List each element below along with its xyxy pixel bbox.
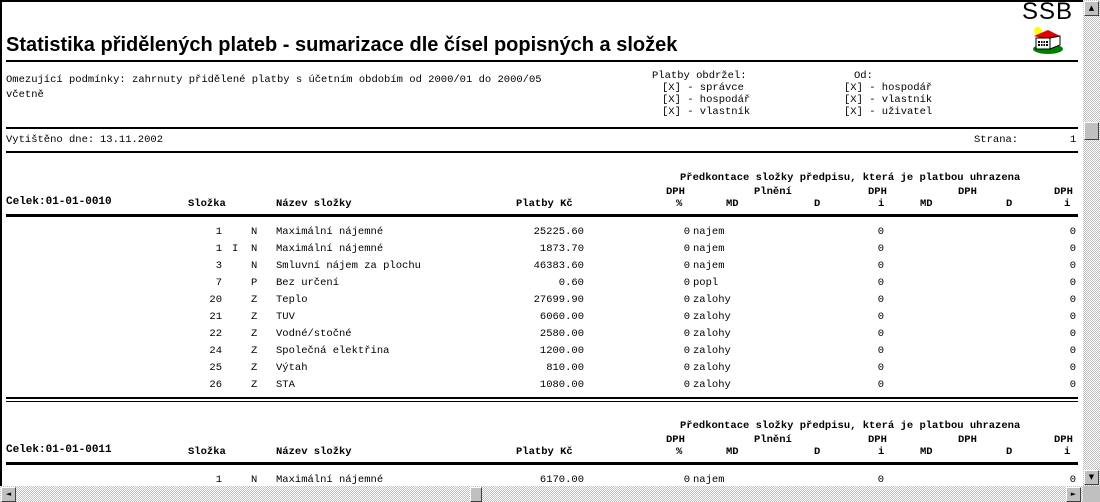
pct-header: % (676, 446, 683, 458)
house-icon (1030, 26, 1066, 56)
slozka-type: Z (251, 379, 258, 391)
scroll-right-button[interactable]: ► (1066, 487, 1081, 502)
slozka-name: STA (276, 379, 295, 391)
dph-percent: 0 (683, 311, 690, 323)
slozka-number: 26 (209, 379, 222, 391)
received-label: Platby obdržel: (652, 70, 747, 82)
platby-amount: 25225.60 (533, 226, 584, 238)
predkontace-header: Předkontace složky předpisu, která je platbou uhrazena (680, 172, 1021, 184)
plneni-md: zalohy (693, 379, 731, 391)
group-divider (6, 401, 1078, 402)
slozka-type: Z (251, 362, 258, 374)
plneni-md: zalohy (693, 345, 731, 357)
dph-header: DPH (958, 434, 977, 446)
platby-amount: 27699.90 (533, 294, 584, 306)
dph-i: 0 (877, 277, 884, 289)
dph-percent: 0 (683, 362, 690, 374)
resize-grip-icon[interactable] (1083, 486, 1100, 502)
slozka-number: 1 (215, 226, 222, 238)
dph-i-last: 0 (1069, 345, 1076, 357)
dph-i-last: 0 (1069, 226, 1076, 238)
d-header: D (814, 446, 821, 458)
d-header: D (814, 198, 821, 210)
report-title: Statistika přidělených plateb - sumarizace dle čísel popisných a složek (6, 34, 678, 56)
from-label: Od: (854, 70, 873, 82)
divider (6, 462, 1078, 465)
dph-i: 0 (877, 311, 884, 323)
slozka-name: TUV (276, 311, 295, 323)
slozka-name: Teplo (276, 294, 308, 306)
received-hospodar: [X] - hospodář (662, 94, 751, 106)
md-header: MD (726, 446, 739, 458)
dph-percent: 0 (683, 474, 690, 486)
slozka-number: 1 (215, 474, 222, 486)
page-number: 1 (1070, 134, 1077, 146)
nazev-header: Název složky (276, 446, 352, 458)
pct-header: % (676, 198, 683, 210)
slozka-header: Složka (188, 446, 226, 458)
slozka-type: N (251, 243, 258, 255)
horizontal-scrollbar[interactable] (0, 486, 1083, 502)
slozka-number: 1 (215, 243, 222, 255)
slozka-type: Z (251, 345, 258, 357)
dph-i-last: 0 (1069, 474, 1076, 486)
dph-percent: 0 (683, 277, 690, 289)
plneni-md: najem (693, 260, 725, 272)
predkontace-header: Předkontace složky předpisu, která je platbou uhrazena (680, 420, 1021, 432)
slozka-name: Bez určení (276, 277, 340, 289)
plneni-md: zalohy (693, 362, 731, 374)
slozka-number: 20 (209, 294, 222, 306)
plneni-md: najem (693, 243, 725, 255)
platby-amount: 0.60 (558, 277, 584, 289)
slozka-header: Složka (188, 198, 226, 210)
dph-i: 0 (877, 345, 884, 357)
md-header: MD (726, 198, 739, 210)
dph-header: DPH (868, 434, 887, 446)
plneni-md: najem (693, 226, 725, 238)
dph-i: 0 (877, 226, 884, 238)
dph-i: 0 (877, 474, 884, 486)
dph-i-last: 0 (1069, 379, 1076, 391)
md-header: MD (920, 446, 933, 458)
slozka-name: Vodné/stočné (276, 328, 352, 340)
md-header: MD (920, 198, 933, 210)
scroll-down-button[interactable]: ▼ (1084, 470, 1099, 485)
dph-i-last: 0 (1069, 328, 1076, 340)
dph-i: 0 (877, 362, 884, 374)
slozka-number: 21 (209, 311, 222, 323)
received-spravce: [X] - správce (662, 82, 744, 94)
dph-i: 0 (877, 328, 884, 340)
i-header: i (1064, 198, 1071, 210)
dph-i: 0 (877, 294, 884, 306)
i-header: i (1064, 446, 1071, 458)
conditions-line1: Omezující podmínky: zahrnuty přidělené platby s účetním obdobím od 2000/01 do 2000/05 (6, 74, 542, 86)
platby-amount: 1873.70 (539, 243, 584, 255)
slozka-name: Společná elektřina (276, 345, 390, 357)
slozka-type: N (251, 474, 258, 486)
dph-i-last: 0 (1069, 294, 1076, 306)
plneni-header: Plnění (754, 186, 792, 198)
dph-i-last: 0 (1069, 260, 1076, 272)
horizontal-scroll-thumb[interactable] (470, 487, 482, 502)
slozka-name: Maximální nájemné (276, 474, 384, 486)
slozka-name: Maximální nájemné (276, 226, 384, 238)
conditions-line2: včetně (6, 89, 44, 101)
slozka-number: 3 (215, 260, 222, 272)
slozka-number: 22 (209, 328, 222, 340)
dph-header: DPH (958, 186, 977, 198)
plneni-header: Plnění (754, 434, 792, 446)
platby-amount: 46383.60 (533, 260, 584, 272)
nazev-header: Název složky (276, 198, 352, 210)
printed-label: Vytištěno dne: (6, 134, 95, 146)
slozka-type: Z (251, 311, 258, 323)
vertical-scrollbar[interactable] (1083, 0, 1100, 486)
group-divider (6, 397, 1078, 399)
dph-header: DPH (666, 434, 685, 446)
dph-percent: 0 (683, 379, 690, 391)
from-hospodar: [X] - hospodář (844, 82, 933, 94)
dph-i-last: 0 (1069, 277, 1076, 289)
ssb-logo: SSB (1022, 0, 1074, 25)
from-uzivatel: [X] - uživatel (844, 106, 933, 118)
plneni-md: najem (693, 474, 725, 486)
plneni-md: zalohy (693, 294, 731, 306)
i-header: i (878, 198, 885, 210)
dph-percent: 0 (683, 243, 690, 255)
dph-i-last: 0 (1069, 243, 1076, 255)
slozka-name: Maximální nájemné (276, 243, 384, 255)
plneni-md: zalohy (693, 328, 731, 340)
platby-amount: 1200.00 (539, 345, 584, 357)
scroll-up-button[interactable]: ▲ (1084, 1, 1099, 16)
slozka-number: 25 (209, 362, 222, 374)
slozka-flag: I (232, 243, 239, 255)
dph-header: DPH (868, 186, 887, 198)
plneni-md: popl (693, 277, 719, 289)
dph-i: 0 (877, 260, 884, 272)
platby-amount: 6060.00 (539, 311, 584, 323)
dph-percent: 0 (683, 328, 690, 340)
dph-percent: 0 (683, 226, 690, 238)
celek-label: Celek:01-01-0011 (6, 444, 112, 456)
divider (6, 151, 1078, 153)
dph-header: DPH (666, 186, 685, 198)
d-header: D (1006, 198, 1013, 210)
printed-date: 13.11.2002 (100, 134, 164, 146)
dph-i: 0 (877, 379, 884, 391)
slozka-type: N (251, 226, 258, 238)
platby-amount: 2580.00 (539, 328, 584, 340)
divider (6, 60, 1078, 62)
divider (6, 127, 1078, 129)
divider (6, 214, 1078, 217)
slozka-number: 7 (215, 277, 222, 289)
slozka-type: Z (251, 294, 258, 306)
dph-i-last: 0 (1069, 362, 1076, 374)
vertical-scroll-thumb[interactable] (1084, 122, 1099, 140)
slozka-type: P (251, 277, 258, 289)
slozka-number: 24 (209, 345, 222, 357)
platby-amount: 6170.00 (539, 474, 584, 486)
slozka-type: Z (251, 328, 258, 340)
page-label: Strana: (974, 134, 1019, 146)
platby-amount: 810.00 (546, 362, 584, 374)
platby-header: Platby Kč (516, 446, 573, 458)
plneni-md: zalohy (693, 311, 731, 323)
dph-header: DPH (1054, 434, 1073, 446)
slozka-name: Smluvní nájem za plochu (276, 260, 421, 272)
celek-label: Celek:01-01-0010 (6, 196, 112, 208)
d-header: D (1006, 446, 1013, 458)
received-vlastnik: [X] - vlastník (662, 106, 751, 118)
dph-i-last: 0 (1069, 311, 1076, 323)
dph-percent: 0 (683, 345, 690, 357)
dph-percent: 0 (683, 294, 690, 306)
from-vlastnik: [X] - vlastník (844, 94, 933, 106)
platby-header: Platby Kč (516, 198, 573, 210)
platby-amount: 1080.00 (539, 379, 584, 391)
i-header: i (878, 446, 885, 458)
dph-i: 0 (877, 243, 884, 255)
slozka-name: Výtah (276, 362, 308, 374)
dph-percent: 0 (683, 260, 690, 272)
scroll-left-button[interactable]: ◄ (1, 487, 16, 502)
slozka-type: N (251, 260, 258, 272)
dph-header: DPH (1054, 186, 1073, 198)
